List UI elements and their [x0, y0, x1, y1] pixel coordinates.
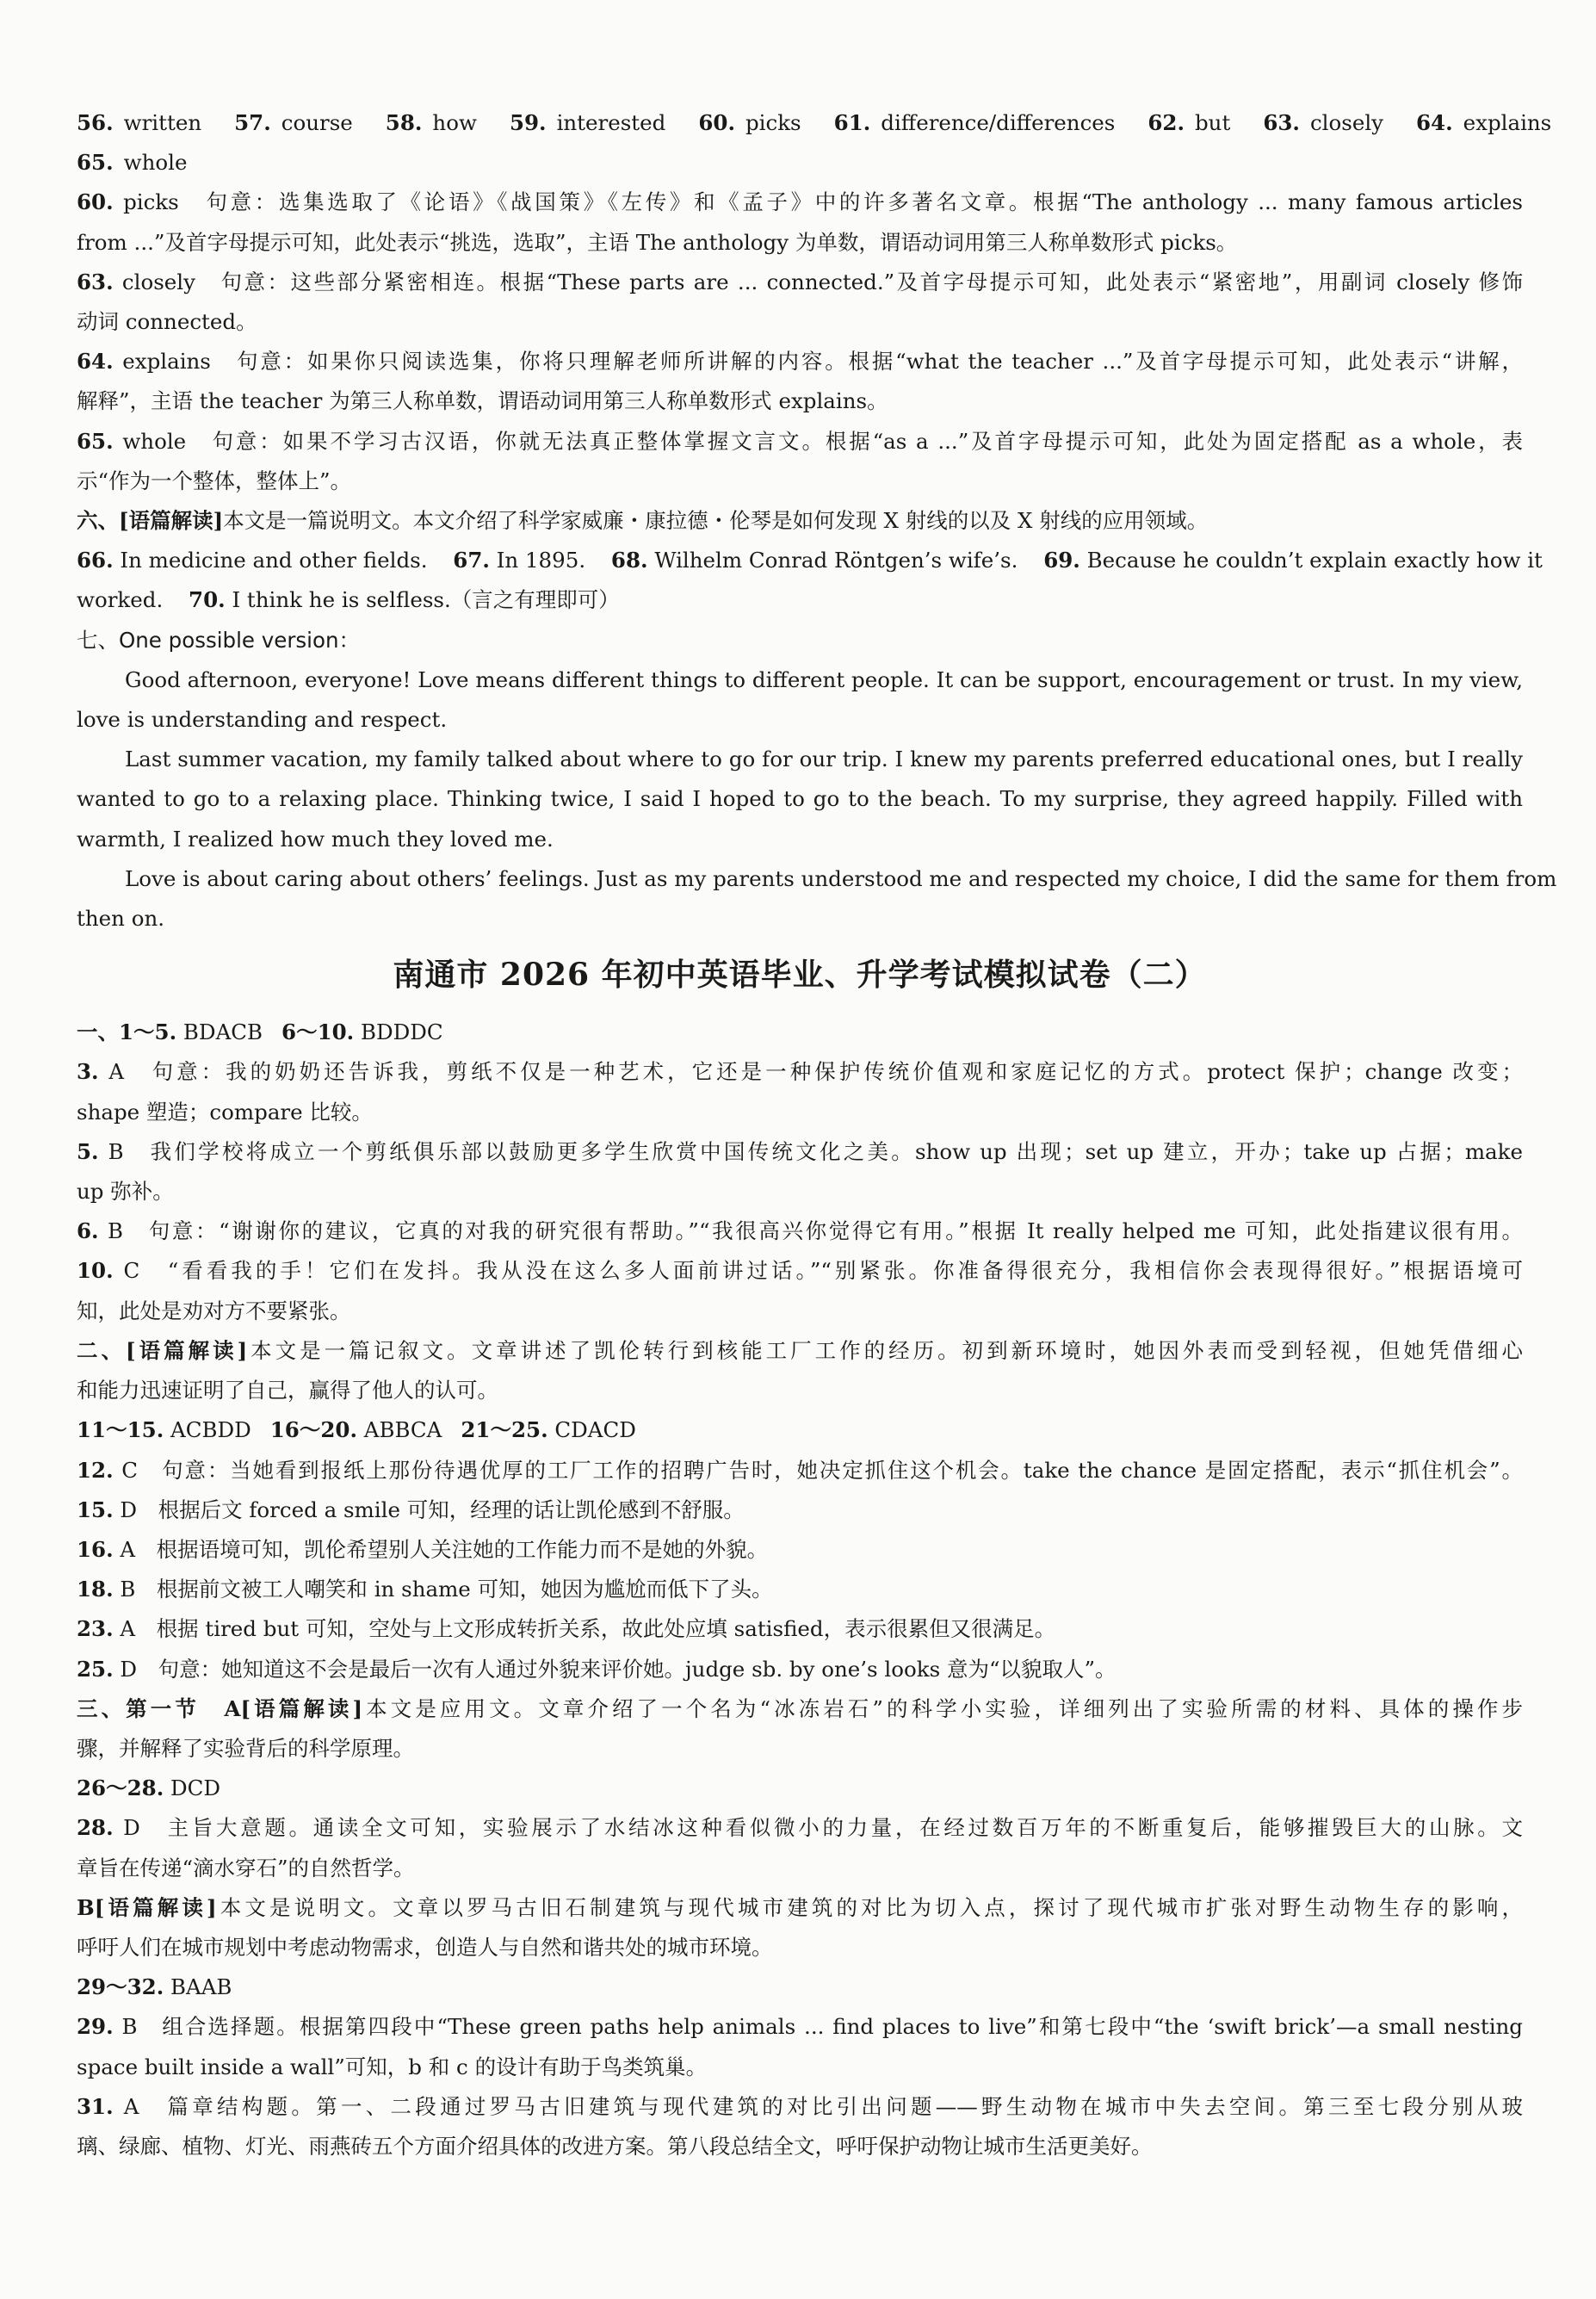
answer-item: 65. whole [77, 150, 188, 176]
part3-item-29-line2: space built inside a wall”可知，b 和 c 的设计有助于鸟类筑巢。 [77, 2054, 708, 2079]
page-content [77, 103, 1557, 2166]
answer-item: 60. picks [698, 110, 801, 135]
part2-item-16: 16. A 根据语境可知，凯伦希望别人关注她的工作能力而不是她的外貌。 [77, 1536, 769, 1562]
part1-item-5-line2: up 弥补。 [77, 1179, 174, 1205]
part3-item-28-line2: 章旨在传递“滴水穿石”的自然哲学。 [77, 1855, 415, 1881]
answer-item: 62. but [1148, 110, 1231, 135]
explanation-64-line2: 解释”，主语 the teacher 为第三人称单数，谓语动词用第三人称单数形式 explains。 [77, 388, 888, 414]
exam-title: 南通市 2026 年初中英语毕业、升学考试模拟试卷（二） [393, 957, 1207, 994]
answer-item: 56. written [77, 110, 202, 135]
part1-item-10-line2: 知，此处是劝对方不要紧张。 [77, 1298, 351, 1323]
part3-b-answers: 29～32. BAAB [77, 1974, 232, 2000]
part2-intro-line1: 二、[语篇解读]本文是一篇记叙文。文章讲述了凯伦转行到核能工厂工作的经历。初到新环境时，她因外表而受到轻视，但她凭借细心 [77, 1337, 1524, 1363]
essay-p2-line2: wanted to go to a relaxing place. Thinking twice, I said I hoped to go to the beach. To my surprise, they agreed happily. Filled with [77, 786, 1523, 812]
section6-answers-line1: 66. In medicine and other fields. 67. In 1895. 68. Wilhelm Conrad Röntgen’s wife’s. 69. Because he couldn’t explain exactly how it [77, 548, 1543, 573]
part3-a-answers: 26～28. DCD [77, 1775, 221, 1801]
part3-item-28-line1: 28. D 主旨大意题。通读全文可知，实验展示了水结冰这种看似微小的力量，在经过数百万年的不断重复后，能够摧毁巨大的山脉。文 [77, 1815, 1523, 1841]
part2-item-23: 23. A 根据 tired but 可知，空处与上文形成转折关系，故此处应填 satisfied，表示很累但又很满足。 [77, 1616, 1056, 1642]
part2-item-25: 25. D 句意：她知道这不会是最后一次有人通过外貌来评价她。judge sb. by one’s looks 意为“以貌取人”。 [77, 1656, 1117, 1682]
part3-a-intro-line2: 骤，并解释了实验背后的科学原理。 [77, 1735, 414, 1761]
answer-item: 58. how [385, 110, 477, 135]
answer-item: 59. interested [509, 110, 666, 135]
essay-p3-line2: then on. [77, 906, 165, 932]
part3-b-intro-line2: 呼吁人们在城市规划中考虑动物需求，创造人与自然和谐共处的城市环境。 [77, 1934, 773, 1960]
explanation-64-line1: 64. explains 句意：如果你只阅读选集，你将只理解老师所讲解的内容。根据“what the teacher ...”及首字母提示可知，此处表示“讲解， [77, 349, 1523, 375]
answer-item: 64. explains [1416, 110, 1552, 135]
answer-item: 63. closely [1263, 110, 1383, 135]
answer-65 [77, 143, 1523, 183]
explanation-65-line2: 示“作为一个整体，整体上”。 [77, 468, 352, 493]
section7-heading: 七、One possible version： [77, 627, 361, 653]
essay-p1-line1: Good afternoon, everyone! Love means different things to different people. It can be support, encouragement or trust. In my view, [125, 666, 1523, 692]
answers-56-64 [77, 103, 1552, 143]
part1-item-6-line1: 6. B 句意：“谢谢你的建议，它真的对我的研究很有帮助。”“我很高兴你觉得它有用。”根据 It really helped me 可知，此处指建议很有用。 [77, 1218, 1523, 1244]
essay-p3-line1: Love is about caring about others’ feelings. Just as my parents understood me and respected my choice, I did the same for them from [125, 865, 1557, 891]
answer-item: 57. course [234, 110, 353, 135]
essay-p2-line3: warmth, I realized how much they loved me. [77, 826, 554, 852]
part2-item-18: 18. B 根据前文被工人嘲笑和 in shame 可知，她因为尴尬而低下了头。 [77, 1577, 773, 1602]
explanation-60-line1: 60. picks 句意：选集选取了《论语》《战国策》《左传》和《孟子》中的许多著名文章。根据“The anthology ... many famous articles [77, 189, 1523, 215]
part1-item-10-line1: 10. C “看看我的手！它们在发抖。我从没在这么多人面前讲过话。”“别紧张。你准备得很充分，我相信你会表现得很好。”根据语境可 [77, 1258, 1523, 1284]
explanation-65-line1: 65. whole 句意：如果不学习古汉语，你就无法真正整体掌握文言文。根据“as a ...”及首字母提示可知，此处为固定搭配 as a whole，表 [77, 428, 1524, 454]
part3-item-29-line1: 29. B 组合选择题。根据第四段中“These green paths help animals ... find places to live”和第七段中“the ‘swift brick’—a small nesting [77, 2014, 1523, 2040]
section6-intro: 六、[语篇解读]本文是一篇说明文。本文介绍了科学家威廉・康拉德・伦琴是如何发现 X 射线的以及 X 射线的应用领域。 [77, 508, 1209, 534]
answer-item: 61. difference/differences [833, 110, 1116, 135]
part2-answers: 11～15. ACBDD 16～20. ABBCA 21～25. CDACD [77, 1417, 636, 1443]
part3-b-intro-line1: B[语篇解读]本文是说明文。文章以罗马古旧石制建筑与现代城市建筑的对比为切入点，探讨了现代城市扩张对野生动物生存的影响， [77, 1894, 1523, 1920]
part3-a-intro-line1: 三、第一节 A[语篇解读]本文是应用文。文章介绍了一个名为“冰冻岩石”的科学小实验，详细列出了实验所需的材料、具体的操作步 [77, 1695, 1524, 1721]
part1-answers: 一、1～5. BDACB 6～10. BDDDC [77, 1019, 443, 1045]
part1-item-5-line1: 5. B 我们学校将成立一个剪纸俱乐部以鼓励更多学生欣赏中国传统文化之美。show up 出现；set up 建立，开办；take up 占据；make [77, 1138, 1523, 1164]
essay-p2-line1: Last summer vacation, my family talked about where to go for our trip. I knew my parents preferred educational ones, but I really [125, 747, 1523, 772]
part3-item-31-line2: 璃、绿廊、植物、灯光、雨燕砖五个方面介绍具体的改进方案。第八段总结全文，呼吁保护动物让城市生活更美好。 [77, 2133, 1153, 2159]
part1-item-3-line1: 3. A 句意：我的奶奶还告诉我，剪纸不仅是一种艺术，它还是一种保护传统价值观和家庭记忆的方式。protect 保护；change 改变； [77, 1059, 1523, 1085]
section6-answers-line2: worked. 70. I think he is selfless.（言之有理即可） [77, 587, 620, 613]
explanation-60-line2: from ...”及首字母提示可知，此处表示“挑选，选取”，主语 The anthology 为单数，谓语动词用第三人称单数形式 picks。 [77, 229, 1238, 255]
part1-item-3-line2: shape 塑造；compare 比较。 [77, 1099, 373, 1125]
part2-item-12: 12. C 句意：当她看到报纸上那份待遇优厚的工厂工作的招聘广告时，她决定抓住这个机会。take the chance 是固定搭配，表示“抓住机会”。 [77, 1457, 1523, 1483]
part2-item-15: 15. D 根据后文 forced a smile 可知，经理的话让凯伦感到不舒服。 [77, 1497, 745, 1522]
explanation-63-line1: 63. closely 句意：这些部分紧密相连。根据“These parts are ... connected.”及首字母提示可知，此处表示“紧密地”，用副词 closely 修饰 [77, 269, 1523, 294]
essay-p1-line2: love is understanding and respect. [77, 707, 448, 733]
explanation-63-line2: 动词 connected。 [77, 309, 257, 335]
part2-intro-line2: 和能力迅速证明了自己，赢得了他人的认可。 [77, 1378, 498, 1404]
part3-item-31-line1: 31. A 篇章结构题。第一、二段通过罗马古旧建筑与现代建筑的对比引出问题——野生动物在城市中失去空间。第三至七段分别从玻 [77, 2093, 1523, 2119]
